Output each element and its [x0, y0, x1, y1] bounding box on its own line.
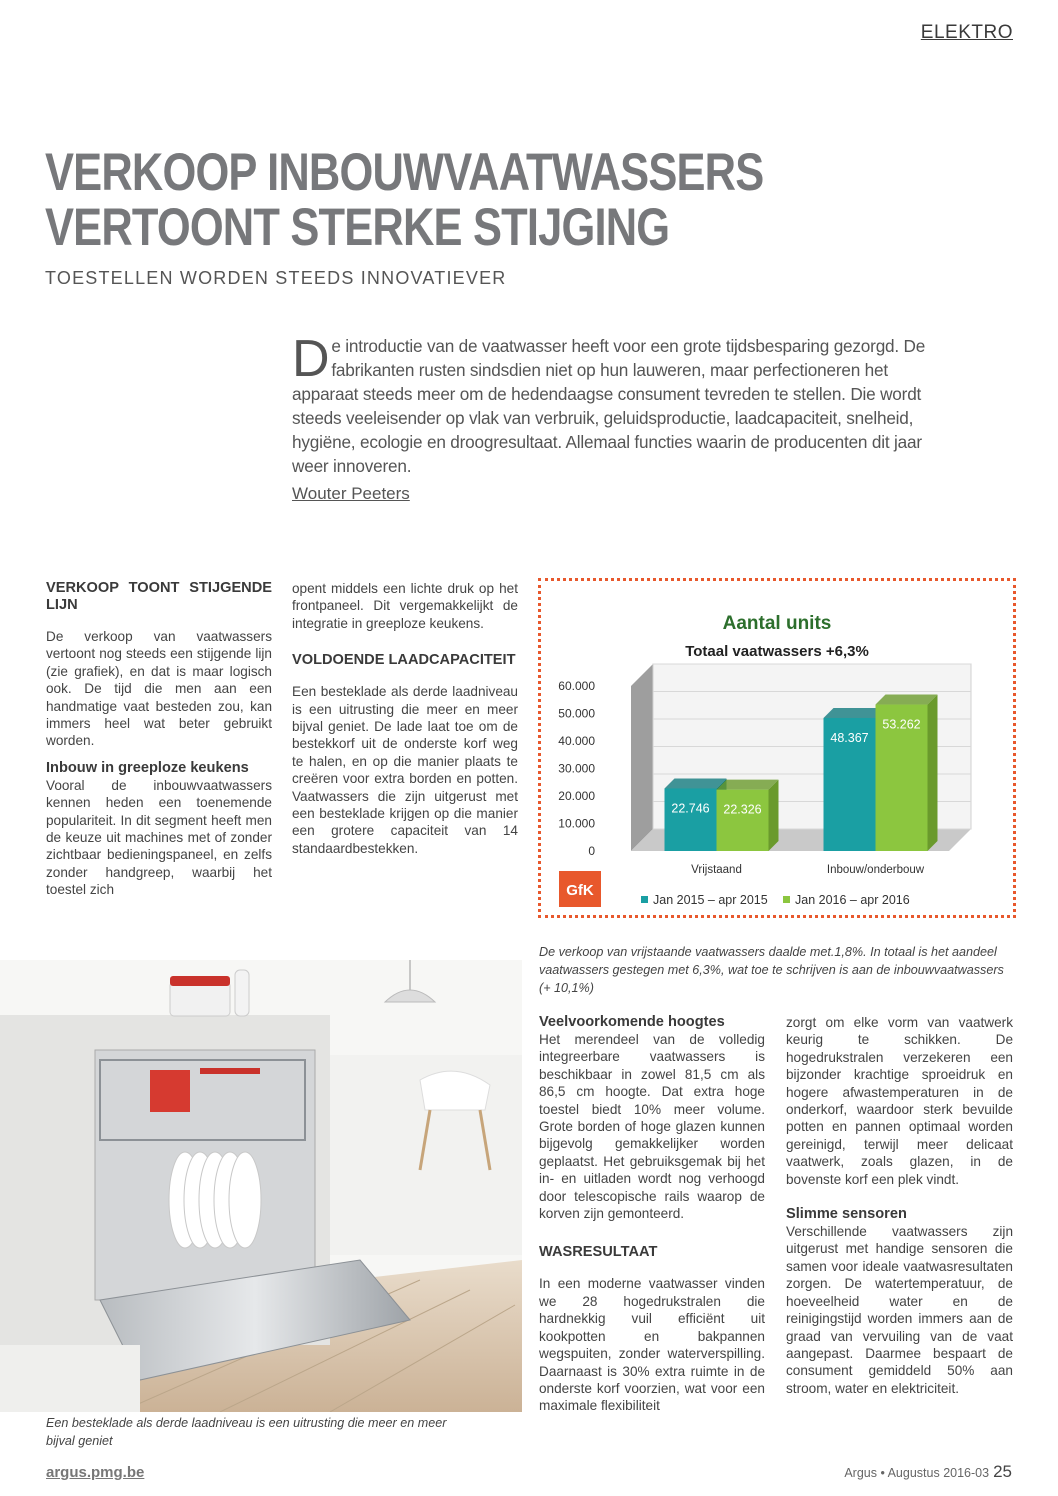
body-paragraph: De verkoop van vaatwassers vertoont nog steeds een stijgende lijn (zie grafiek), en dat is maar logisch ook. De tijd die men aan een handmatige vaat besteden zou, kan immers heel wat beter gebruikt worden. [46, 629, 272, 749]
bar-value-label: 48.367 [830, 730, 869, 745]
bar-value-label: 22.326 [723, 802, 762, 817]
chart-side-wall [631, 664, 653, 851]
y-tick-label: 10.000 [558, 816, 595, 831]
page-footer [844, 1462, 1012, 1482]
gfk-logo [559, 871, 601, 907]
chart-title: Aantal units [722, 613, 832, 634]
legend-label: Jan 2015 – apr 2015 [653, 893, 768, 907]
bar-chart [541, 581, 1013, 915]
body-paragraph: Verschillende vaatwassers zijn uitgerust met handige sensoren die samen voor ideale vaatwasresultaten zorgen. De watertemperatuur, de hoeveelheid water en de reinigingstijd worden immers aan de graad van vervuiling van de vaat aangepast. Daarmee bespaart de consument gemiddeld 50% aan stroom, water en elektriciteit. [786, 1224, 1013, 1396]
bar-side [769, 780, 779, 851]
bar [717, 790, 769, 851]
issue-info: Argus • Augustus 2016-03 [844, 1466, 990, 1480]
y-tick-label: 40.000 [558, 734, 595, 748]
chart-caption: De verkoop van vrijstaande vaatwassers daalde met.1,8%. In totaal is het aandeel vaatwassers gestegen met 6,3%, wat toe te schrijven is aan de inbouwvaatwassers (+ 10,1%) [539, 945, 1004, 995]
photo-caption: Een besteklade als derde laadniveau is een uitrusting die meer en meer bijval geniet [46, 1416, 447, 1448]
section-label: ELEKTRO [920, 22, 1013, 43]
x-category-label: Vrijstaand [691, 864, 742, 876]
body-paragraph: Het merendeel van de volledig integreerbare vaatwassers is beschikbaar in zowel 81,5 cm als 86,5 cm hoogte. Dat extra hoge toestel biedt 10% meer volume. Grote borden of hoge glazen kunnen bijgevolg gemakkelijker worden geplaatst. Het gebruiksgemak bij het in- en uitladen wordt nog verhoogd door telescopische rails waarop de korven zijn gemonteerd. [539, 1032, 765, 1222]
body-paragraph: opent middels een lichte druk op het frontpaneel. Dit vergemakkelijkt de integratie in greeploze keukens. [292, 581, 518, 631]
bar-top [717, 780, 779, 790]
y-tick-label: 60.000 [558, 679, 595, 693]
sales-chart-frame [538, 578, 1016, 918]
legend-swatch [783, 896, 790, 903]
legend-swatch [641, 896, 648, 903]
bar-value-label: 22.746 [671, 801, 710, 816]
intro-paragraph [292, 330, 932, 478]
bar-side [928, 695, 938, 851]
body-paragraph: Een besteklade als derde laadniveau is een uitrusting die meer en meer bijval geniet. De lade laat toe om de bestekkorf uit de onderste korf weg te halen, en op die manier plaats te creëren voor extra borden en potten. Vaatwassers die zijn uitgerust met een besteklade krijgen op die manier een grotere capaciteit van 14 standaardbestekken. [292, 684, 518, 856]
body-paragraph: zorgt om elke vorm van vaatwerk keurig te schikken. De hogedrukstralen verzekeren een bijzonder krachtige sproeidruk en hogere afwastemperaturen in de onderkorf, waardoor sterk bevuilde potten en pannen optimaal worden gereinigd, terwijl meer delicaat vaatwerk, zoals glazen, in de bovenste korf een plek vindt. [786, 1015, 1013, 1187]
y-tick-label: 30.000 [558, 761, 595, 776]
subheading: Slimme sensoren [786, 1206, 907, 1223]
y-tick-label: 0 [588, 844, 595, 858]
bar-top [665, 778, 727, 788]
subheading: Veelvoorkomende hoogtes [539, 1014, 725, 1030]
page-number: 25 [993, 1462, 1012, 1481]
body-paragraph: In een moderne vaatwasser vinden we 28 hogedrukstralen die hardnekkig vuil efficiënt uit kookpotten en bakpannen wegspuiten, zonder waterverspilling. Daarnaast is 30% extra ruimte in de onderste korf voorzien, wat voor een maximale flexibiliteit [539, 1276, 765, 1414]
dishwasher-kitchen-photo [0, 960, 522, 1412]
headline-line-2: VERTOONT STERKE STIJGING [45, 198, 670, 257]
gfk-logo-text: GfK [566, 882, 594, 899]
y-tick-label: 50.000 [558, 706, 595, 721]
subheadline: TOESTELLEN WORDEN STEEDS INNOVATIEVER [45, 268, 507, 288]
article-column-4 [786, 1014, 1013, 1397]
author-link[interactable]: Wouter Peeters [292, 484, 410, 503]
headline-line-1: VERKOOP INBOUWVAATWASSERS [45, 143, 764, 202]
bar-value-label: 53.262 [882, 717, 921, 732]
y-tick-label: 20.000 [558, 789, 595, 803]
bar-top [876, 695, 938, 705]
dropcap: D [292, 330, 330, 388]
section-heading: WASRESULTAAT [539, 1244, 658, 1261]
x-category-label: Inbouw/onderbouw [826, 864, 925, 876]
intro-text: e introductie van de vaatwasser heeft voor een grote tijdsbesparing gezorgd. De fabrikanten rusten sindsdien niet op hun lauweren, maar perfectioneren het apparaat steeds meer om de hedendaagse consument tevreden te stellen. Die wordt steeds veeleisender op vlak van verbruik, geluidsproductie, laadcapaciteit, snelheid, hygiëne, ecologie en droogresultaat. Allemaal functies waarin de producenten dit jaar weer innoveren. [292, 336, 926, 476]
section-heading: VOLDOENDE LAADCAPACITEIT [292, 652, 516, 669]
section-heading: VERKOOP TOONT STIJGENDE LIJN [46, 580, 272, 613]
article-column-2 [292, 580, 518, 857]
article-column-3 [539, 1014, 765, 1415]
body-paragraph: Vooral de inbouwvaatwassers kennen heden een toenemende populariteit. In dit segment heeft men de keuze uit machines met of zonder zichtbaar bedieningspaneel, en zelfs zonder handgreep, waarbij het toestel zich [46, 777, 272, 898]
legend-label: Jan 2016 – apr 2016 [795, 893, 910, 907]
chart-subtitle: Totaal vaatwassers +6,3% [685, 643, 869, 660]
bar [665, 788, 717, 851]
subheading: Inbouw in greeploze keukens [46, 759, 249, 776]
headline [45, 145, 783, 255]
article-column-1 [46, 580, 272, 899]
website-link[interactable]: argus.pmg.be [46, 1464, 145, 1481]
